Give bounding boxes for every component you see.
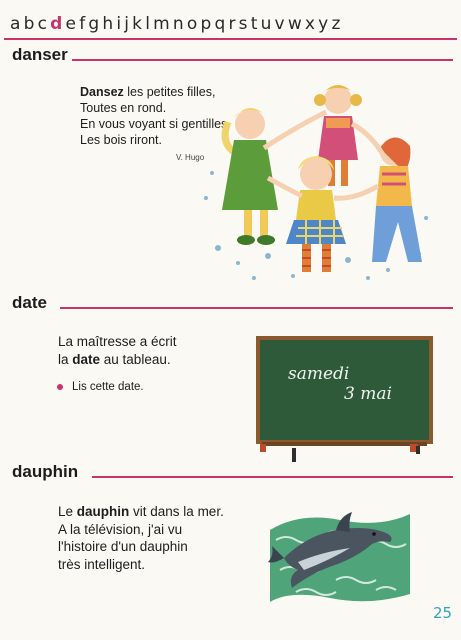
chalk-text-date: 3 mai <box>344 384 392 404</box>
poem-line-4: Les bois riront. <box>80 133 162 147</box>
dauphin-sentence-line-4: très intelligent. <box>58 556 146 572</box>
date-bold-word: date <box>72 351 101 367</box>
date-sentence-line-2: la date au tableau. <box>58 351 171 367</box>
alphabet-header <box>10 14 344 34</box>
girl-blue-trousers <box>372 137 422 262</box>
dauphin-sentence-line-3: l'histoire d'un dauphin <box>58 539 188 554</box>
entry-rule-dauphin <box>92 476 453 478</box>
entry-rule-danser <box>72 59 453 61</box>
poem-author: V. Hugo <box>176 153 205 162</box>
entry-rule-date <box>60 307 453 309</box>
alphabet-rule <box>4 38 457 40</box>
chalk-text-day: samedi <box>288 364 350 384</box>
poem-bold-word: Dansez <box>80 85 124 99</box>
entry-word-danser: danser <box>12 45 68 64</box>
page-number: 25 <box>433 604 453 622</box>
date-sentence-line-1: La maîtresse a écrit <box>58 334 177 349</box>
entry-word-dauphin: dauphin <box>12 462 79 481</box>
poem-line-1: Dansez les petites filles, <box>80 85 216 99</box>
girl-plaid-skirt <box>286 156 346 272</box>
dauphin-sentence <box>58 503 224 573</box>
dancing-girls-illustration <box>198 78 434 286</box>
dauphin-sentence-line-2: A la télévision, j'ai vu <box>58 521 183 537</box>
dauphin-bold-word: dauphin <box>76 504 130 519</box>
chalkboard <box>256 336 433 444</box>
dauphin-sentence-line-1: Le dauphin vit dans la mer. <box>58 504 224 519</box>
exercise-instruction <box>57 381 144 393</box>
alphabet-before: abc <box>10 14 51 34</box>
entry-word-date: date <box>12 293 47 312</box>
bullet-dot-icon <box>57 384 63 390</box>
dolphin-illustration <box>266 500 414 610</box>
poem-line-3: En vous voyant si gentilles <box>80 117 228 131</box>
exercise-text: Lis cette date. <box>72 381 144 393</box>
alphabet-current-letter: d <box>50 14 66 34</box>
alphabet-after: efghijklmnopqrstuvwxyz <box>65 14 344 34</box>
poem-line-2: Toutes en rond. <box>80 101 167 115</box>
date-sentence <box>58 333 177 368</box>
